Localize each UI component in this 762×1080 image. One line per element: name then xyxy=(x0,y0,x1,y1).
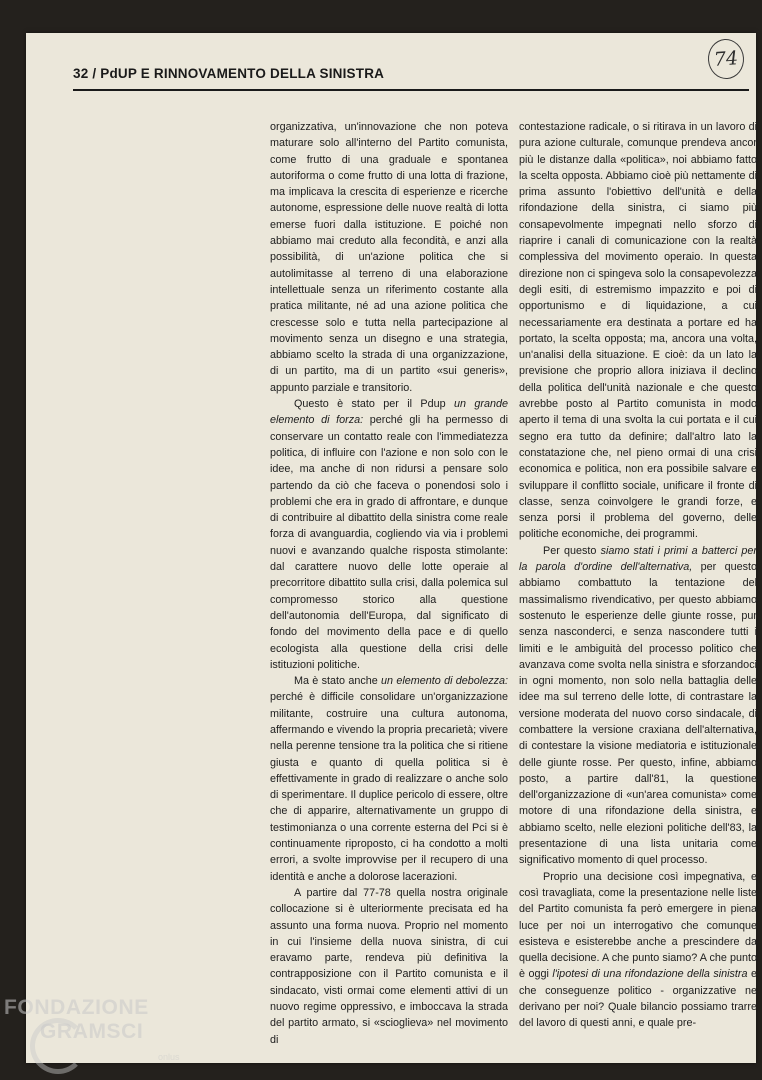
header-rule xyxy=(73,89,749,91)
archive-number-stamp: 74 xyxy=(707,38,746,80)
paragraph: contestazione radicale, o si ritirava in un lavoro di pura azione culturale, comunque prendeva ancor più le distanze dalla «politica», noi abbiamo fatto la scelta opposta. Abbiamo cioè più nettamente di prima assunto l'obiettivo dell'unità e della rifondazione della sinistra, ci siamo più consapevolmente impegnati nello sforzo di riaprire i canali di comunicazione con la realtà complessiva del movimento operaio. In questa direzione non ci spingeva solo la consapevolezza degli esiti, di estremismo impazzito e poi di opportunismo e di liquidazione, a cui necessariamente era destinata a portare ed ha portato, la scelta opposta; ma, ancora una volta, un'analisi della situazione. E cioè: da un lato la previsione che proprio allora iniziava il declino della politica dell'unità nazionale e che questo avrebbe posto al Partito comunista in modo aperto il tema di una svolta la cui portata e il cui segno era tutto da definire; dall'altro lato la constatazione che, nel pieno ormai di una crisi economica e politica, non era possibile salvare e sviluppare il conflitto sociale, unificare il fronte di classe, senza coinvolgere le grandi forze, e senza porsi il problema del governo, delle politiche economiche, dei programmi. xyxy=(519,121,757,541)
paragraph: Per questo siamo stati i primi a batterci per la parola d'ordine dell'alternativa, per questo abbiamo combattuto la tentazione del massimalismo rivendicativo, per questo abbiamo sostenuto le esperienze delle giunte rosse, pur senza nasconderci, e senza nascondere tutti i limiti e le ambiguità del processo politico che avanzava come svolta nella sinistra e sforzandoci in ogni momento, non solo nella battaglia delle idee ma sul terreno delle lotte, di contrastare la versione moderata del nuovo corso sindacale, di combattere la versione craxiana dell'alternativa, di contestare la visione mediatoria e istituzionale delle giunte rosse. Per questo, infine, abbiamo posto, a partire dall'81, la questione dell'organizzazione di «un'area comunista» come motore di una rifondazione della sinistra, e abbiamo scelto, nelle elezioni politiche dell'83, la presentazione di una lista unitaria come significativo momento di quel processo. xyxy=(519,544,757,867)
paragraph: Questo è stato per il Pdup un grande elemento di forza: perché gli ha permesso di conservare un contatto reale con l'immediatezza politica, di influire con l'azione e non solo con le idee, ma anche di non ridursi a pensare solo partendo da ciò che faceva o ponendosi solo i problemi che era in grado di affrontare, e dunque di contribuire al dibattito della sinistra come reale forza di avanguardia, cogliendo via via i problemi nuovi e avanzando qualche risposta stimolante: dal carattere nuovo delle lotte operaie al precorritore dibattito sulla crisi, dalla polemica sul compromesso storico alla questione dell'autonomia dell'Europa, dal significato di fondo del movimento della pace e di quello ecologista alla questione della crisi delle istituzioni politiche. xyxy=(270,398,508,671)
watermark-line2: GRAMSCI xyxy=(40,1020,144,1043)
watermark-line1: FONDAZIONE xyxy=(4,996,149,1019)
paragraph: Proprio una decisione così impegnativa, e così travagliata, come la presentazione nelle liste del Partito comunista fa però emergere in piena luce per noi un interrogativo che comunque esisteva e esisterebbe anche a prescindere da quella decisione. A che punto siamo? A che punto è oggi l'ipotesi di una rifondazione della sinistra e che conseguenze politico - organizzative ne derivano per noi? Quale bilancio possiamo trarre del lavoro di questi anni, e quale pre- xyxy=(519,870,757,1030)
paragraph: A partire dal 77-78 quella nostra originale collocazione si è ulteriormente precisata ed ha assunto una forma nuova. Proprio nel momento in cui l'insieme della nuova sinistra, di cui eravamo parte, rendeva più definitiva la contrapposizione con il Partito comunista e il sindacato, visti ormai come elementi attivi di un nuovo regime oppressivo, e imboccava la strada del partito armato, si «scioglieva» nel movimento di xyxy=(270,886,508,1046)
text-column-left xyxy=(270,119,508,1048)
paragraph: organizzativa, un'innovazione che non poteva maturare solo all'interno del Partito comunista, come frutto di una graduale e spontanea autoriforma o come frutto di una lotta di frazione, ma implicava la crescita di esperienze e ricerche autonome, espressione delle nuove realtà di lotta emerse fuori dalla istituzione. E poiché non abbiamo mai creduto alla fecondità, e anzi alla possibilità, di un'azione politica che si autolimitasse al terreno di una elaborazione intellettuale senza un riferimento costante alla pratica militante, né ad una azione politica che crescesse solo e tutta nella partecipazione al movimento senza un disegno e una strategia, abbiamo scelto la strada di una organizzazione, di un partito, ma di un partito «sui generis», appunto parziale e transitorio. xyxy=(270,121,508,394)
watermark-suffix: onlus xyxy=(158,1052,180,1062)
text-column-right xyxy=(519,119,757,1032)
running-header: 32 / PdUP E RINNOVAMENTO DELLA SINISTRA xyxy=(73,66,385,81)
scanned-page xyxy=(26,33,756,1063)
paragraph: Ma è stato anche un elemento di debolezza: perché è difficile consolidare un'organizzazione militante, costruire una cultura autonoma, affermando e vivendo la propria precarietà; vivere nella perenne tensione tra la politica che si ritiene giusta e quanto di quella politica si è effettivamente in grado di realizzare o anche solo di sperimentare. Il duplice pericolo di essere, oltre che di apparire, alternativamente un gruppo di testimonianza o una corrente esterna del Pci si è continuamente riproposto, ci ha condotto a molti errori, a svolte improvvise per il recupero di una identità e anche a dolorose lacerazioni. xyxy=(270,675,509,883)
